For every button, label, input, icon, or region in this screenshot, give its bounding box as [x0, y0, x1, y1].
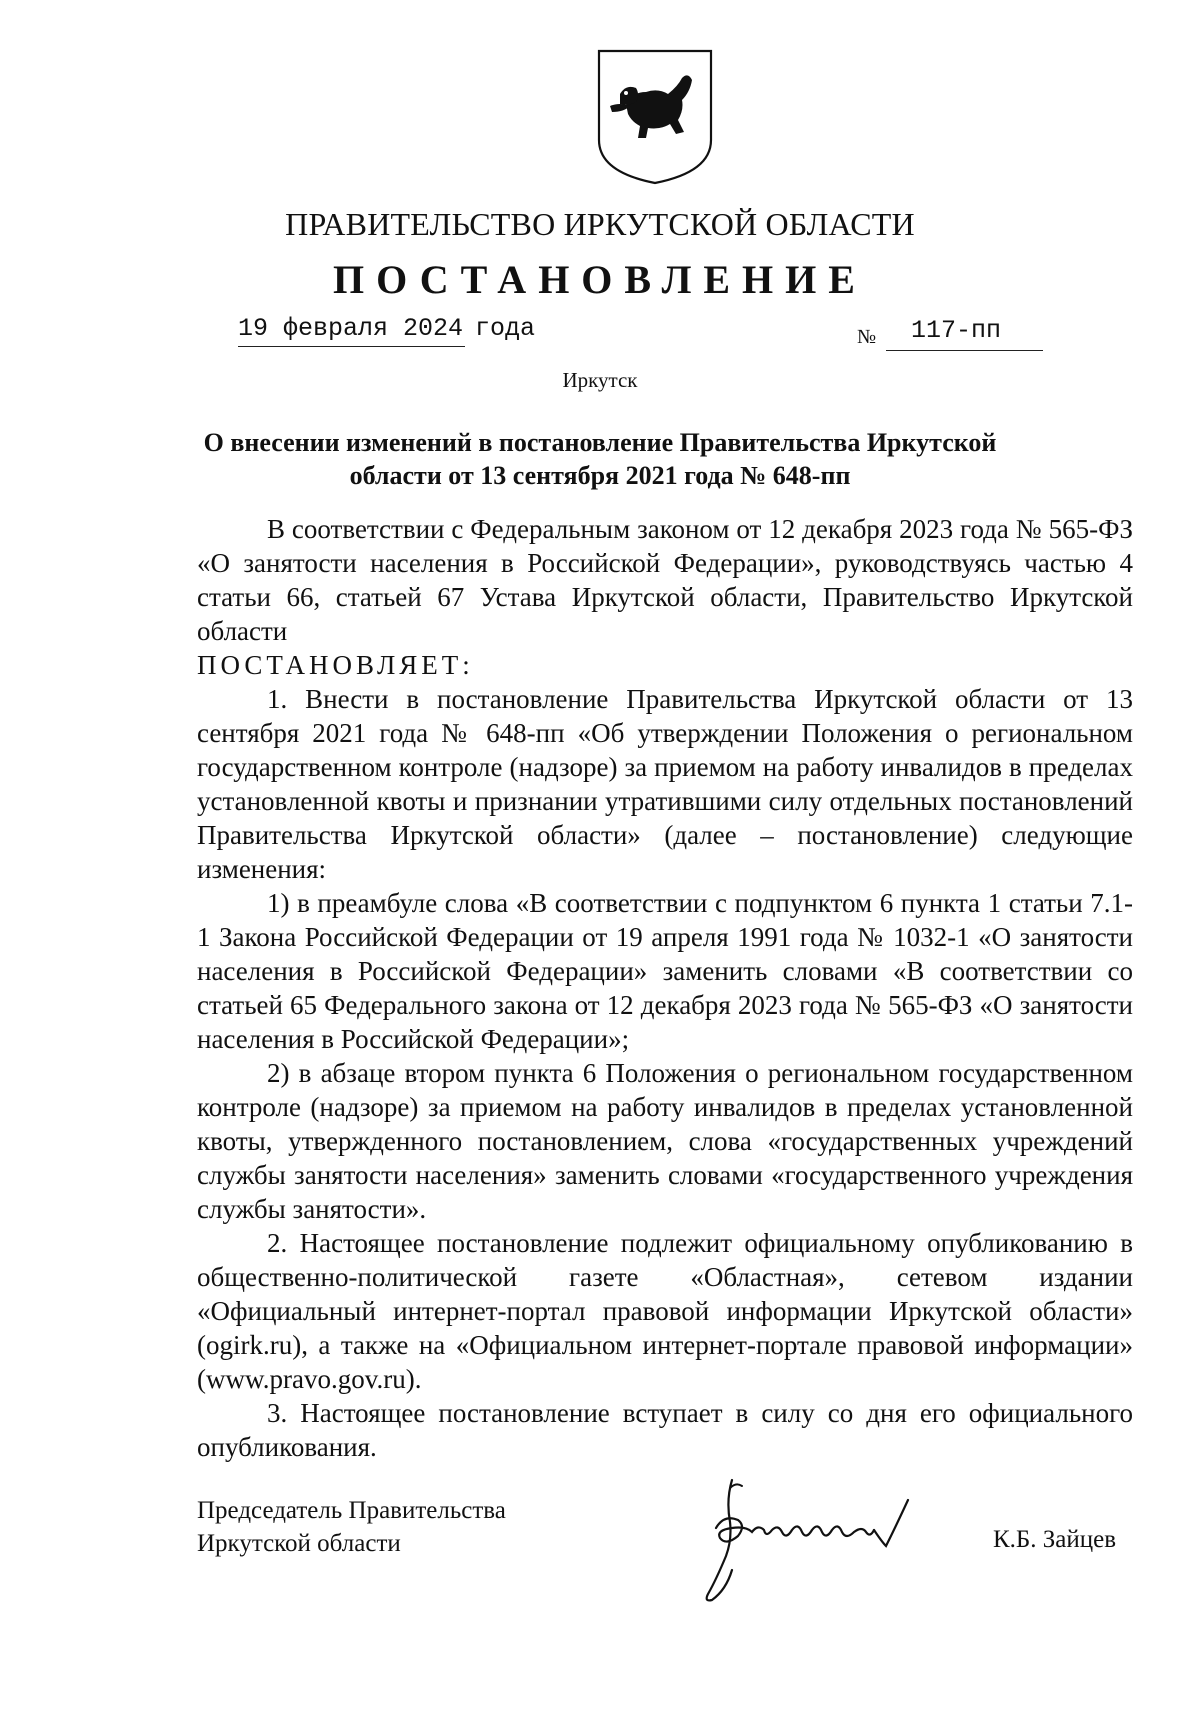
number-underline [886, 350, 1043, 351]
document-number: 117-пп [911, 316, 1002, 345]
paragraph-1-1: 1) в преамбуле слова «В соответствии с подпунктом 6 пункта 1 статьи 7.1-1 Закона Российской Федерации от 19 апреля 1991 года № 1032-1 «О занятости населения в Российской Федерации» заменить словами «В соответствии со статьей 65 Федерального закона от 12 декабря 2023 года № 565-ФЗ «О занятости населения в Российской Федерации»; [197, 888, 1133, 1054]
handwritten-signature [686, 1470, 936, 1610]
signer-position [197, 1494, 506, 1560]
preamble-paragraph: В соответствии с Федеральным законом от 12 декабря 2023 года № 565-ФЗ «О занятости населения в Российской Федерации», руководствуясь частью 4 статьи 66, статьей 67 Устава Иркутской области, Правительство Иркутской области [197, 514, 1133, 646]
subject-line-1: О внесении изменений в постановление Правительства Иркутской [203, 428, 997, 457]
document-date [238, 314, 535, 347]
date-value: 19 февраля 2024 [238, 314, 465, 347]
document-kind-title: ПОСТАНОВЛЕНИЕ [333, 257, 867, 302]
city-name: Иркутск [562, 368, 638, 392]
number-sign: № [857, 326, 877, 348]
government-title: ПРАВИТЕЛЬСТВО ИРКУТСКОЙ ОБЛАСТИ [285, 206, 915, 242]
decree-word: ПОСТАНОВЛЯЕТ: [197, 650, 474, 680]
paragraph-1-2: 2) в абзаце втором пункта 6 Положения о региональном государственном контроле (надзоре) за приемом на работу инвалидов в пределах установленной квоты, утвержденного постановлением, слова «государственных учреждений службы занятости населения» заменить словами «государственного учреждения службы занятости». [197, 1058, 1133, 1224]
paragraph-2: 2. Настоящее постановление подлежит официальному опубликованию в общественно-политической газете «Областная», сетевом издании «Официальный интернет-портал правовой информации Иркутской области» (ogirk.ru), а также на «Официальном интернет-портале правовой информации» (www.pravo.gov.ru). [197, 1228, 1133, 1394]
document-body [197, 512, 1133, 1464]
date-suffix: года [475, 314, 536, 343]
document-subject [200, 426, 1000, 492]
signer-name: К.Б. Зайцев [993, 1526, 1117, 1553]
signer-position-line-1: Председатель Правительства [197, 1497, 506, 1524]
paragraph-3: 3. Настоящее постановление вступает в силу со дня его официального опубликования. [197, 1398, 1133, 1462]
paragraph-1: 1. Внести в постановление Правительства Иркутской области от 13 сентября 2021 года № 648-пп «Об утверждении Положения о региональном государственном контроле (надзоре) за приемом на работу инвалидов в пределах установленной квоты и признании утратившими силу отдельных постановлений Правительства Иркутской области» (далее – постановление) следующие изменения: [197, 684, 1133, 884]
irkutsk-coat-of-arms-icon [596, 48, 714, 186]
subject-line-2: области от 13 сентября 2021 года № 648-пп [349, 461, 851, 490]
signer-position-line-2: Иркутской области [197, 1530, 401, 1557]
